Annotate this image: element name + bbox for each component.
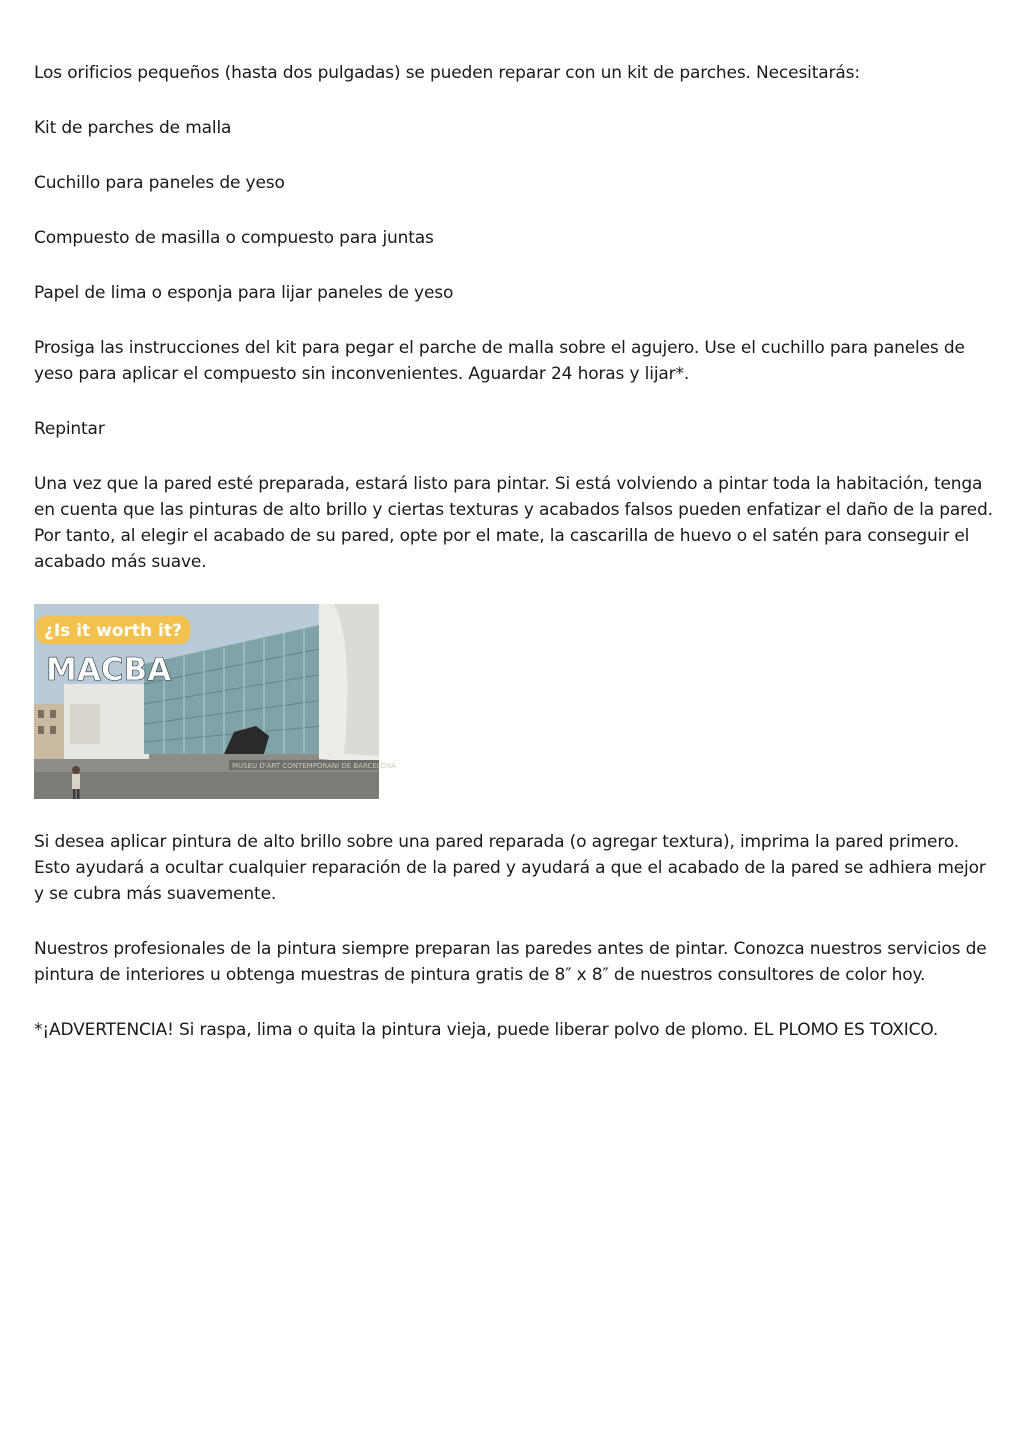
warning-paragraph: *¡ADVERTENCIA! Si raspa, lima o quita la pintura vieja, puede liberar polvo de plomo. EL PLOMO ES TOXICO.: [34, 1020, 939, 1040]
list-item-drywall-knife: Cuchillo para paneles de yeso: [34, 173, 285, 193]
instructions-paragraph: Prosiga las instrucciones del kit para pegar el parche de malla sobre el agujero. Use el cuchillo para paneles de yeso para aplicar el compuesto sin inconvenientes. Aguardar 24 horas y lijar*.: [34, 338, 965, 384]
section-heading-repintar: Repintar: [34, 419, 105, 439]
primer-paragraph: Si desea aplicar pintura de alto brillo sobre una pared reparada (o agregar textura), imprima la pared primero. Esto ayudará a ocultar cualquier reparación de la pared y ayudará a que el acabado de la pared se adhiera mejor y se cubra más suavemente.: [34, 832, 986, 904]
document-body: [34, 60, 994, 1072]
badge-text: ¿Is it worth it?: [44, 621, 182, 641]
repaint-paragraph: Una vez que la pared esté preparada, estará listo para pintar. Si está volviendo a pintar toda la habitación, tenga en cuenta que las pinturas de alto brillo y ciertas texturas y acabados falsos pueden enfatizar el daño de la pared. Por tanto, al elegir el acabado de su pared, opte por el mate, la cascarilla de huevo o el satén para conseguir el acabado más suave.: [34, 474, 993, 572]
image-title-text: MACBA: [46, 652, 172, 688]
museum-sign-text: MUSEU D'ART CONTEMPORANI DE BARCELONA: [232, 762, 396, 770]
list-item-mesh-patch-kit: Kit de parches de malla: [34, 118, 232, 138]
intro-paragraph: Los orificios pequeños (hasta dos pulgadas) se pueden reparar con un kit de parches. Necesitarás:: [34, 63, 860, 83]
macba-photo: [34, 604, 396, 799]
list-item-joint-compound: Compuesto de masilla o compuesto para juntas: [34, 228, 434, 248]
professionals-paragraph: Nuestros profesionales de la pintura siempre preparan las paredes antes de pintar. Conozca nuestros servicios de pintura de interiores u obtenga muestras de pintura gratis de 8″ x 8″ de nuestros consultores de color hoy.: [34, 939, 987, 985]
list-item-sandpaper: Papel de lima o esponja para lijar paneles de yeso: [34, 283, 454, 303]
